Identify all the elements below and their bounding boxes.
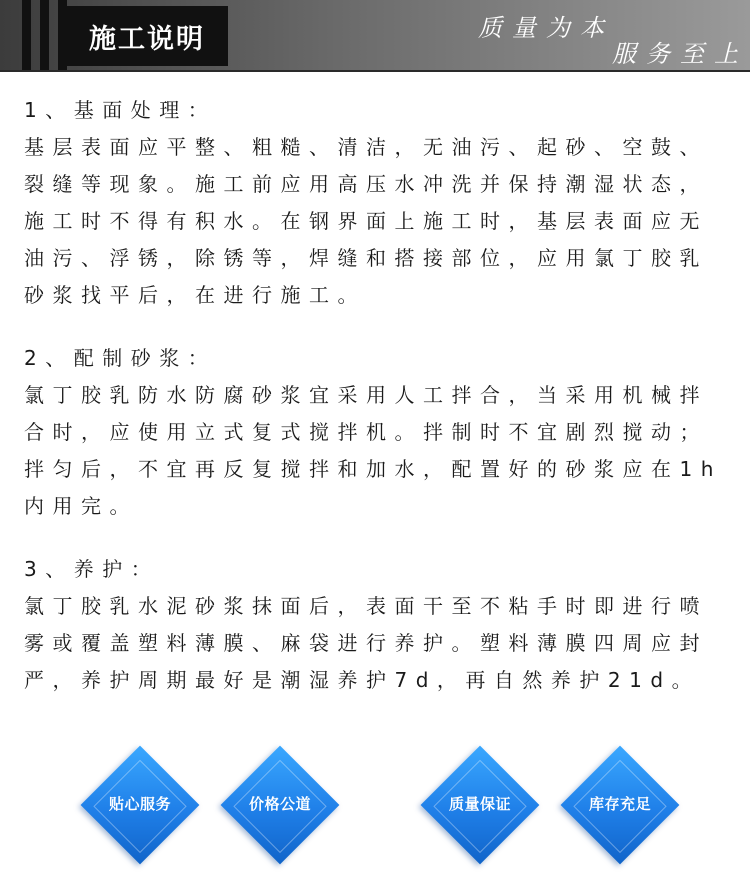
section-heading: 2、配制砂浆：	[24, 346, 217, 370]
section-body: 氯丁胶乳防水防腐砂浆宜采用人工拌合，当采用机械拌合时，应使用立式复式搅拌机。拌制时不宜剧烈搅动；拌匀后，不宜再反复搅拌和加水，配置好的砂浆应在1h内用完。	[24, 383, 722, 518]
badge-label: 库存充足	[588, 795, 651, 813]
section-body: 氯丁胶乳水泥砂浆抹面后，表面干至不粘手时即进行喷雾或覆盖塑料薄膜、麻袋进行养护。塑料薄膜四周应封严，养护周期最好是潮湿养护7d，再自然养护21d。	[24, 594, 708, 692]
instructions-content	[24, 92, 732, 725]
feature-badges	[0, 745, 750, 865]
stripe-decoration	[22, 0, 31, 70]
section-mortar-preparation	[24, 340, 732, 525]
stripe-decoration	[40, 0, 49, 70]
section-curing	[24, 551, 732, 699]
section-heading: 1、基面处理：	[24, 98, 217, 122]
badge-label: 贴心服务	[108, 795, 171, 813]
badge-caring-service	[80, 747, 200, 865]
section-body: 基层表面应平整、粗糙、清洁，无油污、起砂、空鼓、裂缝等现象。施工前应用高压水冲洗并保持潮湿状态，施工时不得有积水。在钢界面上施工时，基层表面应无油污、浮锈，除锈等，焊缝和搭接部位，应用氯丁胶乳砂浆找平后，在进行施工。	[24, 135, 708, 307]
header-banner	[0, 0, 750, 70]
section-heading: 3、养护：	[24, 557, 160, 581]
badge-sufficient-stock	[560, 747, 680, 865]
slogan-quality: 质量为本	[478, 14, 614, 42]
page-title: 施工说明	[89, 23, 205, 55]
header-divider	[0, 70, 750, 72]
title-box	[66, 6, 228, 66]
badge-label: 价格公道	[248, 795, 311, 813]
badge-fair-price	[220, 747, 340, 865]
badge-label: 质量保证	[448, 795, 511, 813]
slogan-service: 服务至上	[612, 40, 748, 68]
section-base-treatment	[24, 92, 732, 314]
badge-quality-guarantee	[420, 747, 540, 865]
